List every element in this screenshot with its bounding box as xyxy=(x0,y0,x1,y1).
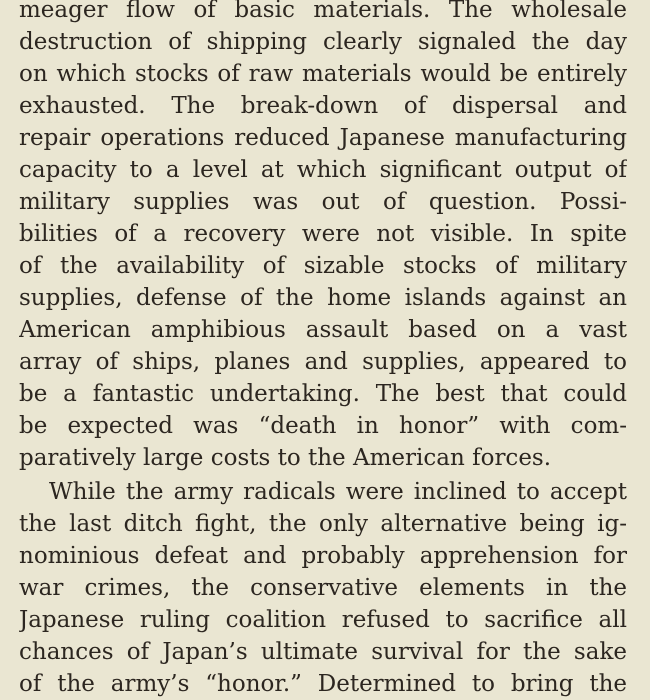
text-line: American amphibious assault based on a vast xyxy=(19,317,627,343)
text-line: While the army radicals were inclined to accept xyxy=(49,479,627,505)
text-line: chances of Japan’s ultimate survival for the sake xyxy=(19,639,627,665)
text-line: Japanese ruling coalition refused to sacrifice all xyxy=(19,607,627,633)
text-line: bilities of a recovery were not visible. In spite xyxy=(19,221,627,247)
text-line: the last ditch fight, the only alternative being ig- xyxy=(19,511,627,537)
text-line: be a fantastic undertaking. The best that could xyxy=(19,381,627,407)
text-line: array of ships, planes and supplies, appeared to xyxy=(19,349,627,375)
text-line: war crimes, the conservative elements in the xyxy=(19,575,627,601)
text-line: on which stocks of raw materials would be entirely xyxy=(19,61,627,87)
text-line: of the availability of sizable stocks of military xyxy=(19,253,627,279)
text-line: nominious defeat and probably apprehension for xyxy=(19,543,627,569)
text-line: destruction of shipping clearly signaled the day xyxy=(19,29,627,55)
text-line: military supplies was out of question. Possi- xyxy=(19,189,627,215)
text-line: exhausted. The break-down of dispersal and xyxy=(19,93,627,119)
text-line: be expected was “death in honor” with com- xyxy=(19,413,627,439)
text-line: capacity to a level at which significant output of xyxy=(19,157,627,183)
text-line: supplies, defense of the home islands against an xyxy=(19,285,627,311)
text-line: meager flow of basic materials. The wholesale xyxy=(19,0,627,23)
text-line: of the army’s “honor.” Determined to bring the xyxy=(19,671,627,697)
text-line: repair operations reduced Japanese manufacturing xyxy=(19,125,627,151)
text-line: paratively large costs to the American forces. xyxy=(19,445,552,471)
